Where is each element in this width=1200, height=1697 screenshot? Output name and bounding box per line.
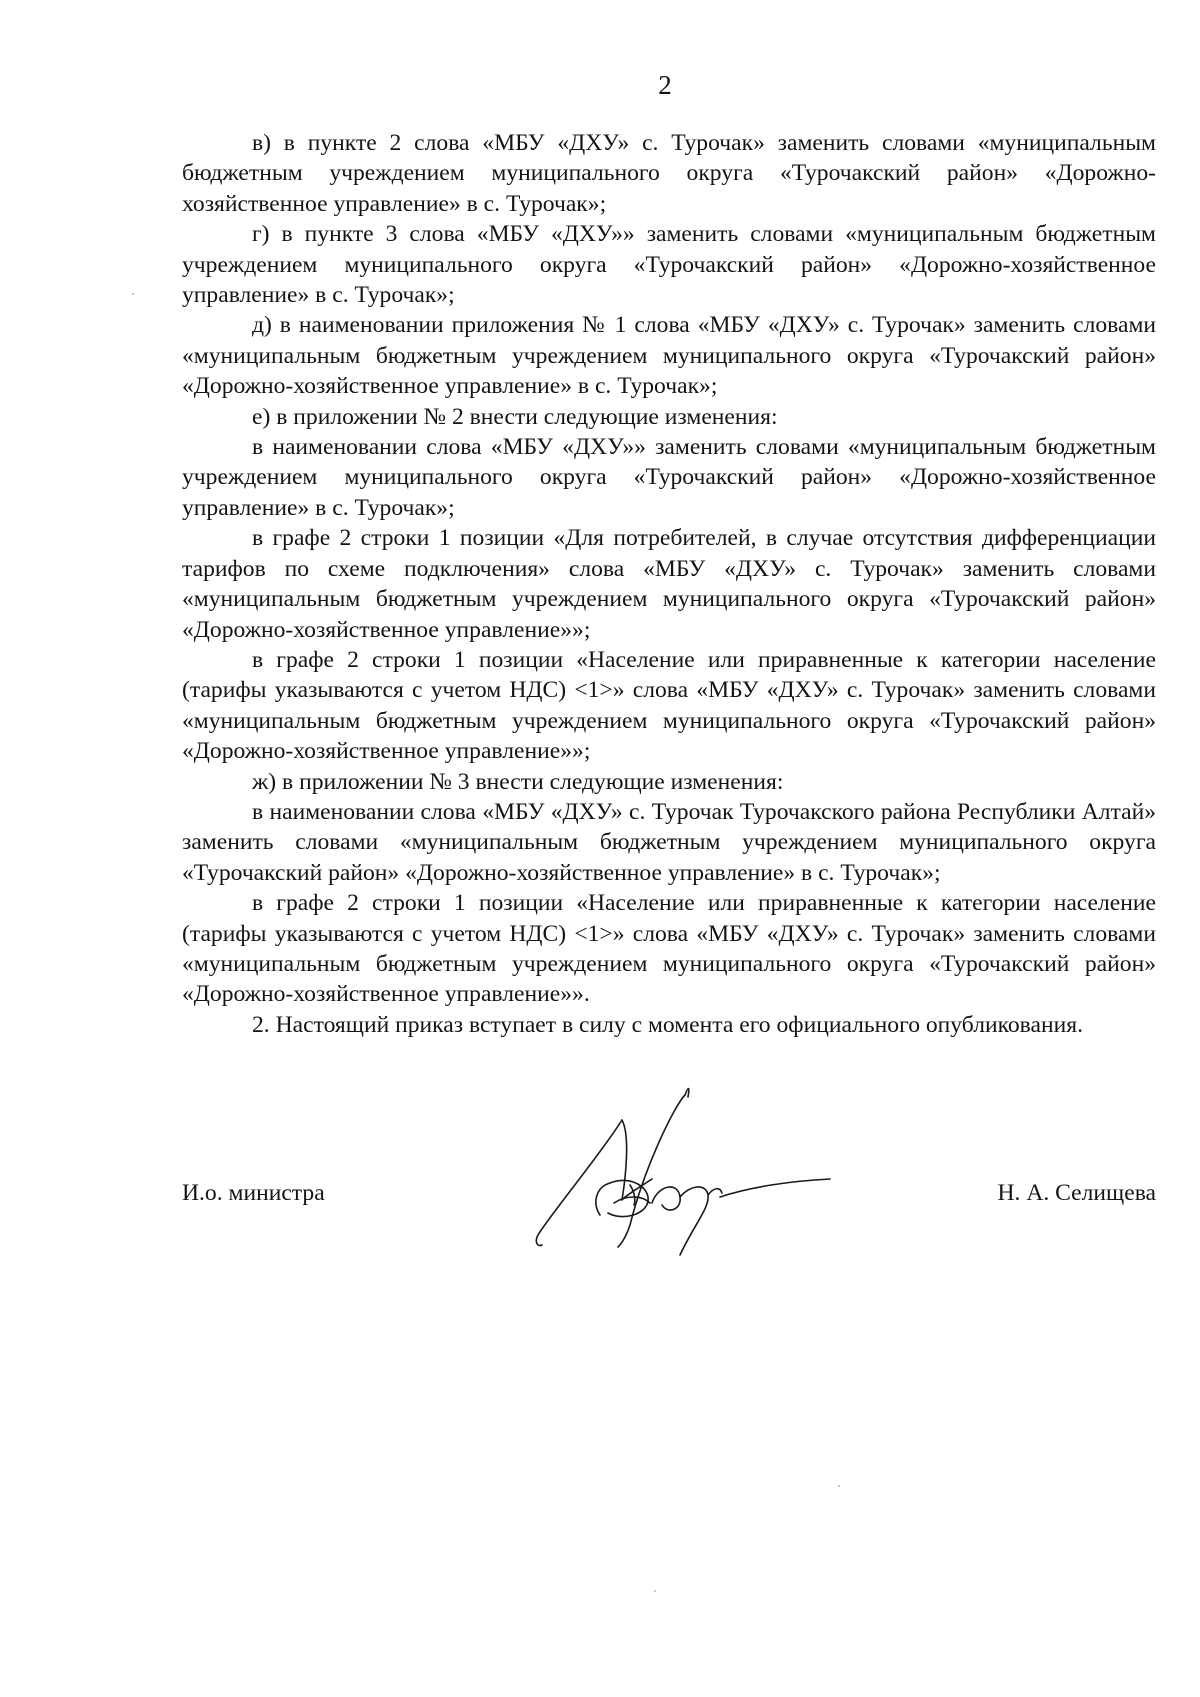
paragraph-item-d: д) в наименовании приложения № 1 слова «МБУ «ДХУ» с. Турочак» заменить словами «муниципальным бюджетным учреждением муниципального округа «Турочакский район» «Дорожно-хозяйственное управление» в с. Турочак»;	[182, 312, 1156, 400]
scan-speck	[132, 293, 134, 295]
page-number: 2	[658, 70, 672, 100]
document-body	[182, 128, 1156, 1040]
paragraph-appendix3-population: в графе 2 строки 1 позиции «Население или приравненные к категории население (тарифы указываются с учетом НДС) <1>» слова «МБУ «ДХУ» с. Турочак» заменить словами «муниципальным бюджетным учреждением муниципального округа «Турочакский район» «Дорожно-хозяйственное управление»».	[182, 890, 1156, 1008]
paragraph-item-e: е) в приложении № 2 внести следующие изменения:	[252, 403, 778, 430]
handwritten-signature	[530, 1075, 870, 1275]
paragraph-appendix2-consumers: в графе 2 строки 1 позиции «Для потребителей, в случае отсутствия дифференциации тарифов по схеме подключения» слова «МБУ «ДХУ» с. Турочак» заменить словами «муниципальным бюджетным учреждением муниципального округа «Турочакский район» «Дорожно-хозяйственное управление»»;	[182, 525, 1156, 643]
signer-position: И.о. министра	[182, 1180, 325, 1206]
paragraph-item-zh: ж) в приложении № 3 внести следующие изменения:	[252, 768, 784, 795]
paragraph-appendix2-title: в наименовании слова «МБУ «ДХУ»» заменить словами «муниципальным бюджетным учреждением муниципального округа «Турочакский район» «Дорожно-хозяйственное управление» в с. Турочак»;	[182, 434, 1156, 521]
signer-name: Н. А. Селищева	[997, 1180, 1156, 1206]
paragraph-item-g: г) в пункте 3 слова «МБУ «ДХУ»» заменить словами «муниципальным бюджетным учреждением муниципального округа «Турочакский район» «Дорожно-хозяйственное управление» в с. Турочак»;	[182, 221, 1156, 309]
paragraph-appendix3-title: в наименовании слова «МБУ «ДХУ» с. Турочак Турочакского района Республики Алтай» заменить словами «муниципальным бюджетным учреждением муниципального округа «Турочакский район» «Дорожно-хозяйственное управление» в с. Турочак»;	[182, 798, 1156, 886]
scan-speck	[838, 1485, 840, 1487]
scan-speck	[654, 1590, 656, 1592]
paragraph-effective-date: 2. Настоящий приказ вступает в силу с момента его официального опубликования.	[252, 1011, 1083, 1038]
paragraph-item-v: в) в пункте 2 слова «МБУ «ДХУ» с. Турочак» заменить словами «муниципальным бюджетным учреждением муниципального округа «Турочакский район» «Дорожно-хозяйственное управление» в с. Турочак»;	[182, 130, 1156, 217]
paragraph-appendix2-population: в графе 2 строки 1 позиции «Население или приравненные к категории население (тарифы указываются с учетом НДС) <1>» слова «МБУ «ДХУ» с. Турочак» заменить словами «муниципальным бюджетным учреждением муниципального округа «Турочакский район» «Дорожно-хозяйственное управление»»;	[182, 646, 1156, 765]
